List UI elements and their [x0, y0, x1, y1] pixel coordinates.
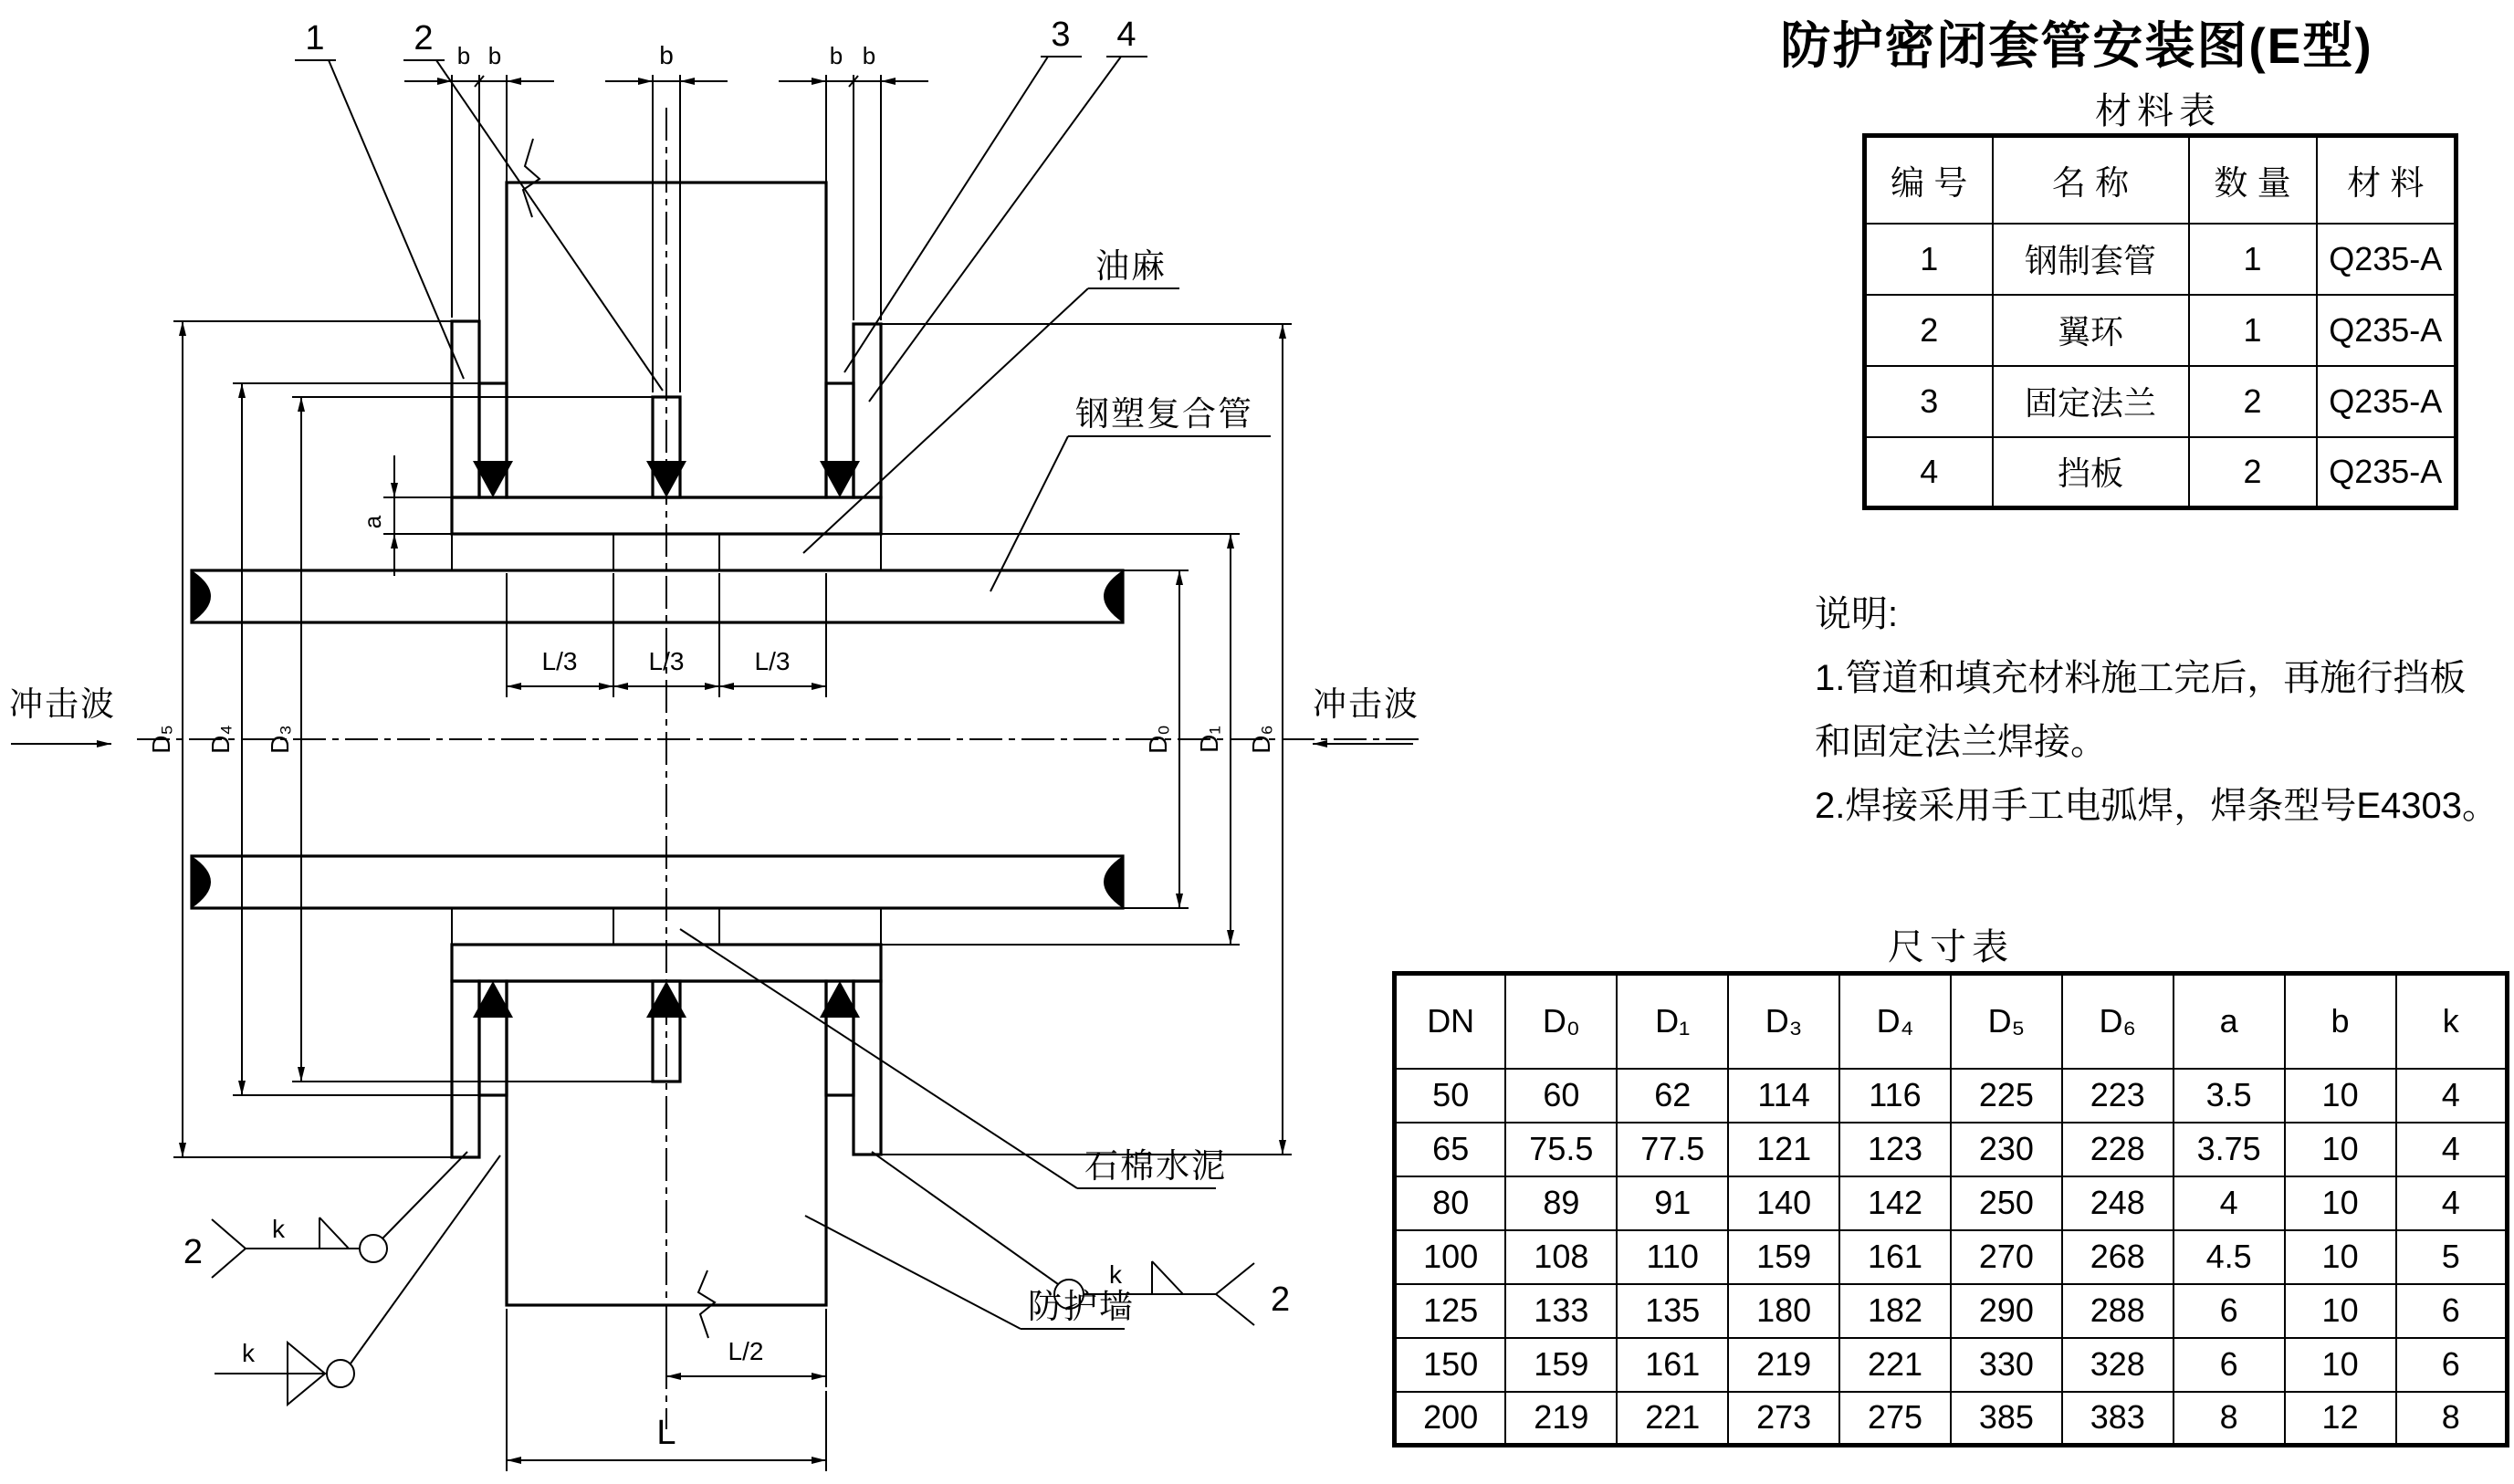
table-cell: 65 — [1395, 1123, 1506, 1176]
column-header: 数 量 — [2189, 136, 2317, 224]
table-cell: 135 — [1617, 1284, 1728, 1338]
column-header: 编 号 — [1865, 136, 1993, 224]
material-table-title: 材料表 — [2095, 91, 2221, 131]
table-cell: 159 — [1505, 1338, 1617, 1392]
dim-L3-label: L/3 — [754, 647, 791, 675]
table-cell: 114 — [1728, 1069, 1839, 1123]
table-cell: 10 — [2285, 1284, 2396, 1338]
table-cell: 108 — [1505, 1230, 1617, 1284]
table-row — [1395, 1123, 2508, 1176]
table-cell: 4 — [2396, 1069, 2508, 1123]
callouts — [295, 16, 1147, 402]
weld-k-label: k — [242, 1339, 255, 1367]
table-cell: 182 — [1839, 1284, 1951, 1338]
table-cell: 4 — [2174, 1176, 2285, 1230]
dim-L2 — [666, 1309, 826, 1387]
table-cell: 4 — [2396, 1176, 2508, 1230]
header-row — [1395, 974, 2508, 1069]
table-cell: 77.5 — [1617, 1123, 1728, 1176]
table-cell: 3.75 — [2174, 1123, 2285, 1176]
callout-3-fixing-flange: 3 — [1051, 16, 1071, 54]
table-cell: 8 — [2396, 1392, 2508, 1446]
column-header: D₆ — [2062, 974, 2174, 1069]
oakum-packing-right-top — [719, 534, 881, 570]
table-cell: 268 — [2062, 1230, 2174, 1284]
column-header: DN — [1395, 974, 1506, 1069]
table-cell: 270 — [1951, 1230, 2062, 1284]
table-cell: 200 — [1395, 1392, 1506, 1446]
weld-k-label: k — [1109, 1260, 1122, 1289]
table-cell: 8 — [2174, 1392, 2285, 1446]
table-cell: 121 — [1728, 1123, 1839, 1176]
table-cell: Q235-A — [2317, 437, 2456, 508]
column-header: D₅ — [1951, 974, 2062, 1069]
weld-count-label: 2 — [1271, 1280, 1291, 1319]
table-cell: 75.5 — [1505, 1123, 1617, 1176]
table-cell: 钢制套管 — [1993, 224, 2189, 295]
pipe-break-right-top — [1104, 570, 1123, 622]
table-cell: 2 — [2189, 437, 2317, 508]
column-header: a — [2174, 974, 2285, 1069]
table-cell: 250 — [1951, 1176, 2062, 1230]
table-cell: 161 — [1617, 1338, 1728, 1392]
table-row — [1395, 1338, 2508, 1392]
table-cell: 221 — [1839, 1338, 1951, 1392]
table-cell: 2 — [1865, 295, 1993, 366]
callout-2-wing-ring: 2 — [414, 19, 434, 57]
table-cell: 161 — [1839, 1230, 1951, 1284]
table-row — [1395, 1230, 2508, 1284]
table-cell: 1 — [2189, 295, 2317, 366]
shockwave-left — [9, 685, 116, 744]
weld-symbol-left-lower — [215, 1155, 500, 1405]
table-cell: 6 — [2174, 1284, 2285, 1338]
table-cell: 1 — [1865, 224, 1993, 295]
table-cell: 10 — [2285, 1230, 2396, 1284]
oakum-label: 油麻 — [1095, 247, 1167, 285]
table-cell: 140 — [1728, 1176, 1839, 1230]
column-header: k — [2396, 974, 2508, 1069]
dim-L2-label: L/2 — [728, 1337, 764, 1365]
column-header: D₄ — [1839, 974, 1951, 1069]
table-row — [1395, 1284, 2508, 1338]
table-row — [1865, 295, 2456, 366]
table-cell: 288 — [2062, 1284, 2174, 1338]
table-cell: 翼环 — [1993, 295, 2189, 366]
column-header: 材 料 — [2317, 136, 2456, 224]
dim-D5-label: D₅ — [147, 725, 175, 754]
table-cell: Q235-A — [2317, 366, 2456, 437]
table-cell: 62 — [1617, 1069, 1728, 1123]
pipe-callout — [990, 395, 1271, 591]
note-line: 2.焊接采用手工电弧焊，焊条型号E4303。 — [1815, 786, 2499, 826]
table-cell: 110 — [1617, 1230, 1728, 1284]
table-cell: 275 — [1839, 1392, 1951, 1446]
oakum-packing-left-bottom — [452, 908, 613, 945]
dim-D1-label: D₁ — [1195, 726, 1223, 753]
table-cell: 248 — [2062, 1176, 2174, 1230]
pipe-wall-top — [192, 570, 1123, 622]
dim-b-label: b — [862, 42, 876, 69]
table-cell: 123 — [1839, 1123, 1951, 1176]
shockwave-right — [1313, 685, 1419, 744]
dim-b-left-pair — [404, 42, 554, 380]
dim-D6-label: D₆ — [1247, 725, 1275, 754]
table-cell: 219 — [1505, 1392, 1617, 1446]
asbestos-cement-label: 石棉水泥 — [1084, 1147, 1227, 1185]
note-line: 和固定法兰焊接。 — [1815, 722, 2107, 762]
table-cell: 273 — [1728, 1392, 1839, 1446]
table-cell: 223 — [2062, 1069, 2174, 1123]
table-cell: 4.5 — [2174, 1230, 2285, 1284]
table-cell: 230 — [1951, 1123, 2062, 1176]
table-cell: 4 — [1865, 437, 1993, 508]
dim-L3-label: L/3 — [541, 647, 578, 675]
notes-block — [1815, 582, 2514, 838]
size-table — [1392, 971, 2509, 1447]
dim-D3-label: D₃ — [266, 725, 294, 754]
pipe-wall-bottom — [192, 856, 1123, 908]
cover-plate-left-top — [452, 321, 479, 497]
dim-b-label: b — [456, 42, 471, 69]
pipe-break-left-top — [192, 570, 211, 622]
table-cell: 385 — [1951, 1392, 2062, 1446]
dim-D0-label: D₀ — [1144, 725, 1172, 754]
table-cell: 100 — [1395, 1230, 1506, 1284]
table-cell: 150 — [1395, 1338, 1506, 1392]
shockwave-label: 冲击波 — [9, 685, 116, 723]
dim-b-label: b — [829, 42, 843, 69]
callout-4-cover-plate: 4 — [1116, 16, 1137, 54]
page-title: 防护密闭套管安装图(E型) — [1780, 17, 2373, 74]
table-cell: 3 — [1865, 366, 1993, 437]
dim-a — [359, 455, 452, 576]
table-cell: 固定法兰 — [1993, 366, 2189, 437]
table-cell: 290 — [1951, 1284, 2062, 1338]
pipe-break-right-bottom — [1104, 856, 1123, 908]
table-cell: 180 — [1728, 1284, 1839, 1338]
table-row — [1865, 224, 2456, 295]
table-cell: 116 — [1839, 1069, 1951, 1123]
table-cell: 12 — [2285, 1392, 2396, 1446]
table-cell: 228 — [2062, 1123, 2174, 1176]
column-header: D₀ — [1505, 974, 1617, 1069]
weld-k-label: k — [272, 1215, 285, 1243]
column-header: 名 称 — [1993, 136, 2189, 224]
table-row — [1865, 366, 2456, 437]
table-cell: 383 — [2062, 1392, 2174, 1446]
pipe-label: 钢塑复合管 — [1075, 395, 1253, 433]
pipe-break-left-bottom — [192, 856, 211, 908]
material-table — [1862, 133, 2458, 510]
table-cell: 挡板 — [1993, 437, 2189, 508]
table-row — [1395, 1069, 2508, 1123]
table-cell: 50 — [1395, 1069, 1506, 1123]
note-line: 1.管道和填充材料施工完后，再施行挡板 — [1815, 658, 2467, 698]
table-cell: 89 — [1505, 1176, 1617, 1230]
oakum-packing-left-top — [452, 534, 613, 570]
table-cell: 10 — [2285, 1069, 2396, 1123]
oakum-packing-right-bottom — [719, 908, 881, 945]
table-cell: 328 — [2062, 1338, 2174, 1392]
wall-callout — [805, 1216, 1135, 1329]
table-cell: 225 — [1951, 1069, 2062, 1123]
column-header: b — [2285, 974, 2396, 1069]
column-header: D₁ — [1617, 974, 1728, 1069]
weld-count-label: 2 — [183, 1233, 203, 1271]
table-row — [1395, 1392, 2508, 1446]
break-mark-top — [523, 139, 539, 217]
cover-plate-left-bottom — [452, 981, 479, 1157]
asbestos-callout — [680, 929, 1227, 1188]
table-cell: 10 — [2285, 1176, 2396, 1230]
dim-b-label: b — [659, 41, 674, 69]
dim-b-label: b — [487, 42, 502, 69]
table-cell: 133 — [1505, 1284, 1617, 1338]
table-cell: 91 — [1617, 1176, 1728, 1230]
table-cell: 159 — [1728, 1230, 1839, 1284]
size-table-title: 尺寸表 — [1888, 927, 2014, 967]
callout-1-steel-casing: 1 — [305, 19, 325, 57]
table-row — [1395, 1176, 2508, 1230]
table-row — [1865, 437, 2456, 508]
dim-D4-label: D₄ — [206, 725, 235, 754]
cover-plate-right-bottom — [854, 981, 881, 1155]
table-cell: 2 — [2189, 366, 2317, 437]
dim-a-label: a — [359, 515, 386, 529]
table-cell: 219 — [1728, 1338, 1839, 1392]
table-cell: 221 — [1617, 1392, 1728, 1446]
header-row — [1865, 136, 2456, 224]
column-header: D₃ — [1728, 974, 1839, 1069]
table-cell: 10 — [2285, 1123, 2396, 1176]
table-cell: 6 — [2396, 1338, 2508, 1392]
cover-plate-right-top — [854, 324, 881, 497]
table-cell: Q235-A — [2317, 295, 2456, 366]
notes-heading: 说明: — [1815, 594, 1899, 634]
table-cell: 80 — [1395, 1176, 1506, 1230]
table-cell: 125 — [1395, 1284, 1506, 1338]
shockwave-label: 冲击波 — [1313, 685, 1419, 723]
table-cell: 3.5 — [2174, 1069, 2285, 1123]
table-cell: 60 — [1505, 1069, 1617, 1123]
table-cell: 330 — [1951, 1338, 2062, 1392]
table-cell: 142 — [1839, 1176, 1951, 1230]
dim-L3-label: L/3 — [648, 647, 685, 675]
protective-wall-label: 防护墙 — [1028, 1288, 1135, 1325]
table-cell: Q235-A — [2317, 224, 2456, 295]
table-cell: 5 — [2396, 1230, 2508, 1284]
table-cell: 4 — [2396, 1123, 2508, 1176]
table-cell: 6 — [2396, 1284, 2508, 1338]
table-cell: 1 — [2189, 224, 2317, 295]
dim-L-label: L — [656, 1414, 676, 1452]
table-cell: 10 — [2285, 1338, 2396, 1392]
table-cell: 6 — [2174, 1338, 2285, 1392]
